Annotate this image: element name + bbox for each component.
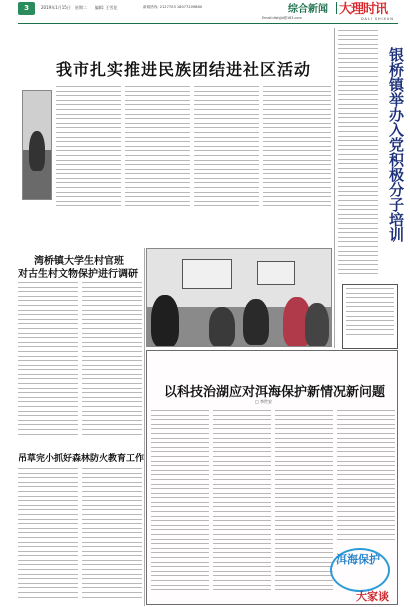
main-article-col-2 [125,86,190,208]
logo-text-line1: 洱海保护 [336,553,380,566]
erhai-col-3 [275,410,333,600]
news-hotline: 新闻热线: 2127703 18077209880 [143,5,203,9]
article-3-headline: 吊草完小抓好森林防火教育工作 [18,454,145,464]
column-rule [334,28,335,348]
logo-text-line2: 大家谈 [356,590,389,603]
page-number-badge: 3 [18,2,35,15]
main-article-col-4 [263,86,331,208]
main-article-col-1 [56,86,121,208]
party-training-article [338,30,378,280]
article-3-col-2 [82,468,142,603]
brand-pinyin: DALI SHIXUN [361,17,394,21]
photo-caption-box [342,284,398,349]
erhai-protection-logo [328,548,396,604]
erhai-col-2 [213,410,271,600]
erhai-col-1 [151,410,209,600]
date-issue: 2019年1月15日 星期二 编辑: 王雪花 [41,5,118,10]
training-meeting-photo [146,248,332,347]
community-event-photo [22,90,52,200]
article-2-col-2 [82,282,142,442]
vertical-headline: 银桥镇举办入党积极分子培训 [387,47,405,242]
article-2-headline-line1: 湾桥镇大学生村官班 [34,256,124,267]
erhai-headline: 以科技治湖应对洱海保护新情况新问题 [164,385,386,400]
article-2-headline-line2: 对古生村文物保护进行调研 [18,269,138,280]
left-column-rule [144,248,145,606]
main-headline: 我市扎实推进民族团结进社区活动 [56,60,312,79]
article-2-col-1 [18,282,78,442]
newspaper-logo: 大理时讯 [339,2,388,17]
erhai-author: □ 李世安 [255,399,273,404]
section-title: 综合新闻 [288,4,328,15]
section-separator [336,2,337,14]
header-rule [18,23,398,24]
email-address: Email:dlshjjb@163.com [262,16,302,20]
main-article-col-3 [194,86,259,208]
erhai-col-4 [337,410,395,545]
article-3-col-1 [18,468,78,603]
